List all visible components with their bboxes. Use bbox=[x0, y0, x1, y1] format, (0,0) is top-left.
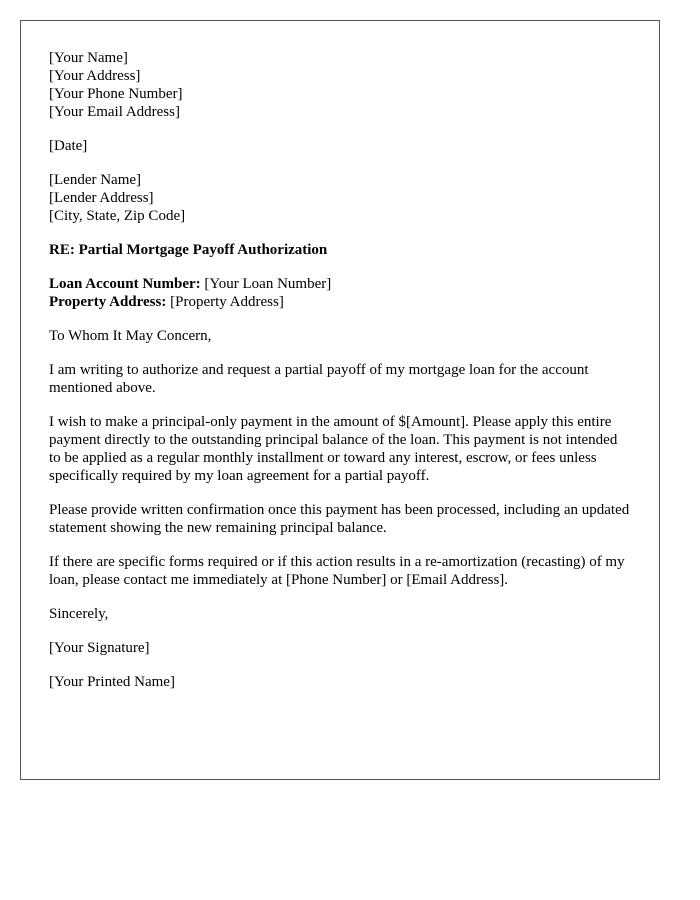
recipient-block bbox=[49, 171, 631, 225]
loan-account-label: Loan Account Number: bbox=[49, 276, 201, 292]
letter-page bbox=[20, 20, 660, 780]
account-block bbox=[49, 275, 631, 311]
property-address-line bbox=[49, 293, 631, 311]
body-paragraph-4: If there are specific forms required or if this action results in a re-amortization (recasting) of my loan, please contact me immediately at [Phone Number] or [Email Address]. bbox=[49, 554, 625, 588]
property-address-value: [Property Address] bbox=[166, 294, 284, 310]
sender-address: [Your Address] bbox=[49, 68, 141, 84]
sender-block bbox=[49, 49, 631, 121]
loan-account-value: [Your Loan Number] bbox=[200, 276, 332, 292]
recipient-address: [Lender Address] bbox=[49, 190, 154, 206]
sender-email: [Your Email Address] bbox=[49, 104, 180, 120]
loan-account-line bbox=[49, 275, 631, 293]
printed-name: [Your Printed Name] bbox=[49, 674, 175, 690]
sender-name: [Your Name] bbox=[49, 50, 128, 66]
closing: Sincerely, bbox=[49, 606, 109, 622]
date-line: [Date] bbox=[49, 138, 88, 154]
body-paragraph-2: I wish to make a principal-only payment in the amount of $[Amount]. Please apply this entire payment directly to the outstanding principal balance of the loan. This payment is not intended to be applied as a regular monthly installment or toward any interest, escrow, or fees unless specifically required by my loan agreement for a partial payoff. bbox=[49, 414, 618, 484]
sender-phone: [Your Phone Number] bbox=[49, 86, 183, 102]
subject-line: RE: Partial Mortgage Payoff Authorization bbox=[49, 242, 328, 258]
body-paragraph-3: Please provide written confirmation once this payment has been processed, including an updated statement showing the new remaining principal balance. bbox=[49, 502, 630, 536]
body-paragraph-1: I am writing to authorize and request a partial payoff of my mortgage loan for the account mentioned above. bbox=[49, 362, 589, 396]
recipient-city-state-zip: [City, State, Zip Code] bbox=[49, 208, 186, 224]
salutation: To Whom It May Concern, bbox=[49, 328, 212, 344]
signature: [Your Signature] bbox=[49, 640, 150, 656]
recipient-name: [Lender Name] bbox=[49, 172, 142, 188]
property-address-label: Property Address: bbox=[49, 294, 167, 310]
